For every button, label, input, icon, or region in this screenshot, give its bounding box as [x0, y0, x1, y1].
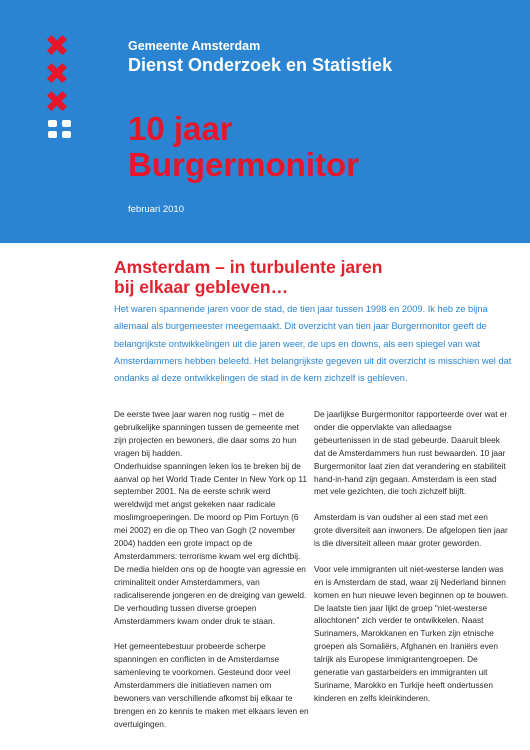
paragraph: De eerste twee jaar waren nog rustig – met de gebruikelijke spanningen tussen de gemeente met zijn projecten en bewoners, die daar soms zo hun vragen bij hadden.	[114, 409, 299, 458]
document-title	[128, 111, 359, 183]
paragraph: Amsterdam is van oudsher al een stad met een grote diversiteit aan inwoners. De afgelopen tien jaar is die diversiteit alleen maar groter geworden.	[314, 512, 508, 549]
department-name: Dienst Onderzoek en Statistiek	[128, 55, 393, 75]
publication-date: februari 2010	[128, 204, 184, 215]
cross-icon: ✖	[44, 85, 70, 120]
header-banner	[0, 0, 530, 243]
subheading-line: Amsterdam – in turbulente jaren	[114, 257, 383, 277]
title-line: 10 jaar	[128, 110, 233, 147]
intro-paragraph: Het waren spannende jaren voor de stad, de tien jaar tussen 1998 en 2009. Ik heb ze bijna allemaal als burgemeester meegemaakt. Dit overzicht van tien jaar Burgermonitor geeft de belangrijkste ontwikkelingen uit die jaren weer, de ups en downs, als een spiegel van wat Amsterdammers hebben beleefd. Het belangrijkste gegeven uit dit overzicht is misschien wel dat ondanks al deze ontwikkelingen de stad in de kern zichzelf is gebleven.	[114, 304, 512, 384]
subheading-line: bij elkaar gebleven…	[114, 277, 289, 297]
right-column	[314, 408, 509, 705]
cross-icon: ✖	[44, 29, 70, 64]
dots-icon	[48, 120, 70, 138]
title-line: Burgermonitor	[128, 146, 359, 183]
organization-name: Gemeente Amsterdam	[128, 39, 261, 53]
amsterdam-logo	[44, 29, 70, 138]
paragraph: De jaarlijkse Burgermonitor rapporteerde over wat er onder die oppervlakte van alledaagse gebeurtenissen in de stad gebeurde. Daaruit bleek dat de Amsterdammers hun rust bewaarden. 10 jaar Burgermonitor laat zien dat verandering en stabiliteit hand-in-hand zijn gegaan. Amsterdam is een stad met vele gezichten, die toch zichzelf blijft.	[314, 409, 508, 497]
paragraph: Voor vele immigranten uit niet-westerse landen was en is Amsterdam de stad, waar zij Nederland binnen komen en hun nieuwe leven beginnen op te bouwen. De laatste tien jaar lijkt de groep "niet-westerse allochtonen" zich verder te ontwikkelen. Naast Surinamers, Marokkanen en Turken zijn etnische groepen als Somaliërs, Afghanen en Iraniërs even talrijk als Europese immigrantengroepen. De generatie van gastarbeiders en immigranten uit Suriname, Marokko en Turkije heeft ondertussen kinderen en zelfs kleinkinderen.	[314, 563, 509, 703]
cross-icon: ✖	[44, 57, 70, 92]
left-column	[114, 408, 309, 731]
paragraph: Onderhuidse spanningen leken los te breken bij de aanval op het World Trade Center in New York op 11 september 2001. Na de eerste schrik werd wereldwijd met angst gekeken naar radicale moslimgroeperingen. De moord op Pim Fortuyn (6 mei 2002) en die op Theo van Gogh (2 november 2004) hadden een grote impact op de Amsterdammers: terrorisme kwam wel erg dichtbij. De media hielden ons op de hoogte van agressie en criminaliteit onder Amsterdammers, van radicaliserende jongeren en de dreiging van geweld. De verhouding tussen diverse groepen Amsterdammers kwam onder druk te staan.	[114, 460, 307, 626]
paragraph: Het gemeentebestuur probeerde scherpe spanningen en conflicten in de Amsterdamse samenleving te voorkomen. Gesteund door veel Amsterdammers die initiatieven namen om bewoners van verschillende afkomst bij elkaar te brengen en zo kennis te maken met elkaars leven en overtuigingen.	[114, 641, 309, 729]
article-subheading	[114, 257, 514, 297]
